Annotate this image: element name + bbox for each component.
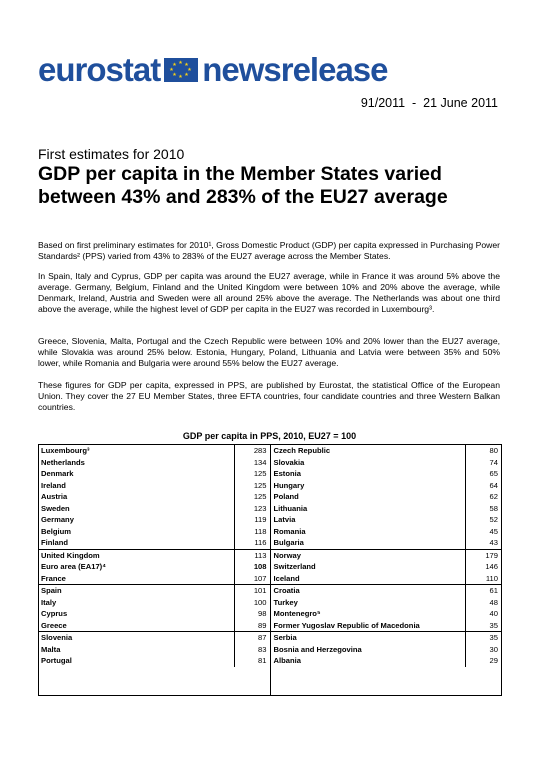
table-row [39, 445, 270, 457]
table-row [39, 632, 270, 644]
gdp-value: 62 [465, 491, 501, 503]
country-name: Bulgaria [273, 538, 304, 547]
gdp-value: 40 [465, 608, 501, 620]
country-name: Romania [273, 526, 306, 536]
country-name: Euro area (EA17)⁴ [41, 562, 106, 571]
country-name: Netherlands [41, 457, 85, 467]
gdp-value: 107 [234, 573, 270, 585]
table-group [271, 445, 502, 550]
gdp-value: 83 [234, 644, 270, 656]
release-date: 21 June 2011 [423, 96, 498, 110]
country-name: Latvia [273, 515, 296, 524]
table-row [271, 468, 502, 480]
separator: - [412, 96, 417, 110]
gdp-value: 35 [465, 620, 501, 632]
gdp-value: 123 [234, 503, 270, 515]
gdp-value: 45 [465, 526, 501, 538]
gdp-value: 108 [234, 561, 270, 573]
gdp-value: 100 [234, 597, 270, 609]
table-row [271, 550, 502, 562]
paragraph-1: Based on first preliminary estimates for 2010¹, Gross Domestic Product (GDP) per capita expressed in Purchasing Power Standards² (PPS) varied from 43% to 283% of the EU27 average across the Member States. [38, 240, 500, 261]
gdp-value: 30 [465, 644, 501, 656]
country-name: Denmark [41, 469, 74, 478]
table-row [271, 632, 502, 644]
gdp-value: 35 [465, 632, 501, 644]
eu-flag-icon: ★ ★ ★ ★ ★ ★ ★ ★ [164, 58, 198, 82]
table-row [271, 561, 502, 573]
table-row [271, 457, 502, 469]
table-row [39, 503, 270, 515]
gdp-value: 80 [465, 445, 501, 457]
table-title: GDP per capita in PPS, 2010, EU27 = 100 [182, 431, 357, 441]
table-row [271, 480, 502, 492]
gdp-value: 118 [234, 526, 270, 538]
gdp-value: 134 [234, 457, 270, 469]
country-name: Finland [41, 538, 68, 547]
gdp-value: 48 [465, 597, 501, 609]
release-reference [0, 96, 498, 110]
country-name: Malta [41, 644, 61, 654]
paragraph-3: Greece, Slovenia, Malta, Portugal and the Czech Republic were between 10% and 20% lower than the EU27 average, while Slovakia was around 25% below. Estonia, Hungary, Poland, Lithuania and Latvia were between 35% and 50% lower, while Romania and Bulgaria were around 55% below the EU27 average. [38, 336, 500, 368]
release-number: 91/2011 [360, 96, 406, 110]
country-name: Iceland [273, 573, 300, 583]
table-row [271, 608, 502, 620]
table-group [39, 550, 270, 586]
table-row [39, 514, 270, 526]
table-row [39, 468, 270, 480]
gdp-value: 125 [234, 480, 270, 492]
table-row [271, 503, 502, 515]
paragraph-2: In Spain, Italy and Cyprus, GDP per capita was around the EU27 average, while in France it was around 5% above the average. Germany, Belgium, Finland and the United Kingdom were between 10% and 20% above the average, while Denmark, Ireland, Austria and Sweden were all around 25% above the average. The Netherlands was about one third above the average, while the highest level of GDP per capita in the EU27 was recorded in Luxembourg³. [38, 271, 500, 314]
table-row [271, 445, 502, 457]
gdp-value: 64 [465, 480, 501, 492]
eurostat-logo [38, 48, 388, 92]
table-row [271, 655, 502, 667]
table-group [39, 445, 270, 550]
table-row [271, 644, 502, 656]
country-name: Montenegro⁵ [273, 609, 321, 618]
table-group [271, 550, 502, 586]
country-name: Austria [41, 492, 68, 501]
country-name: Bosnia and Herzegovina [273, 644, 362, 654]
country-name: Luxembourg³ [41, 446, 90, 455]
gdp-value: 61 [465, 585, 501, 597]
country-name: Spain [41, 586, 62, 595]
gdp-value: 58 [465, 503, 501, 515]
table-row [39, 537, 270, 549]
country-name: France [41, 573, 66, 583]
table-row [271, 491, 502, 503]
country-name: Belgium [41, 526, 71, 536]
country-name: Norway [273, 550, 301, 560]
country-name: Portugal [41, 656, 72, 665]
table-row [39, 526, 270, 538]
gdp-value: 110 [465, 573, 501, 585]
gdp-value: 125 [234, 468, 270, 480]
country-name: Turkey [273, 597, 298, 607]
country-name: Czech Republic [273, 446, 331, 455]
table-row [39, 457, 270, 469]
country-name: Slovakia [273, 457, 305, 467]
table-group [271, 632, 502, 667]
country-name: Slovenia [41, 633, 73, 642]
gdp-table [38, 444, 502, 696]
logo-newsrelease-text: newsrelease [202, 51, 388, 88]
gdp-value: 125 [234, 491, 270, 503]
country-name: Croatia [273, 586, 300, 595]
gdp-value: 65 [465, 468, 501, 480]
table-row [271, 514, 502, 526]
table-row [271, 620, 502, 632]
gdp-value: 283 [234, 445, 270, 457]
table-row [271, 537, 502, 549]
gdp-value: 74 [465, 457, 501, 469]
gdp-value: 101 [234, 585, 270, 597]
gdp-value: 146 [465, 561, 501, 573]
gdp-value: 119 [234, 514, 270, 526]
table-row [39, 597, 270, 609]
table-left-column [39, 445, 271, 695]
table-row [271, 597, 502, 609]
table-row [39, 480, 270, 492]
page-title: GDP per capita in the Member States varied between 43% and 283% of the EU27 average [38, 163, 448, 208]
gdp-value: 116 [234, 537, 270, 549]
table-row [39, 620, 270, 632]
country-name: Lithuania [273, 503, 308, 513]
country-name: Former Yugoslav Republic of Macedonia [273, 620, 420, 630]
table-row [39, 561, 270, 573]
country-name: Greece [41, 620, 67, 630]
table-group [39, 632, 270, 667]
gdp-value: 81 [234, 655, 270, 667]
table-row [39, 608, 270, 620]
country-name: Ireland [41, 480, 66, 490]
gdp-value: 179 [465, 550, 501, 562]
country-name: Estonia [273, 469, 301, 478]
table-group [271, 585, 502, 632]
gdp-value: 87 [234, 632, 270, 644]
country-name: Cyprus [41, 609, 68, 618]
pretitle: First estimates for 2010 [38, 146, 185, 162]
country-name: Hungary [273, 480, 305, 490]
gdp-value: 98 [234, 608, 270, 620]
table-right-column [271, 445, 502, 695]
country-name: Serbia [273, 633, 297, 642]
country-name: Sweden [41, 503, 70, 513]
table-row [271, 573, 502, 585]
gdp-value: 29 [465, 655, 501, 667]
logo-eurostat-text: eurostat [38, 51, 161, 88]
table-group [39, 585, 270, 632]
gdp-value: 52 [465, 514, 501, 526]
table-row [271, 585, 502, 597]
table-row [39, 573, 270, 585]
gdp-value: 43 [465, 537, 501, 549]
table-row [39, 644, 270, 656]
country-name: Germany [41, 515, 74, 524]
country-name: United Kingdom [41, 550, 100, 560]
table-row [39, 655, 270, 667]
table-row [39, 550, 270, 562]
table-row [39, 491, 270, 503]
country-name: Italy [41, 597, 57, 607]
country-name: Albania [273, 656, 301, 665]
table-row [271, 526, 502, 538]
gdp-value: 89 [234, 620, 270, 632]
gdp-value: 113 [234, 550, 270, 562]
country-name: Poland [273, 492, 299, 501]
table-row [39, 585, 270, 597]
country-name: Switzerland [273, 562, 316, 571]
paragraph-4: These figures for GDP per capita, expressed in PPS, are published by Eurostat, the statistical Office of the European Union. They cover the 27 EU Member States, three EFTA countries, four candidate countries and three Western Balkan countries. [38, 380, 500, 412]
